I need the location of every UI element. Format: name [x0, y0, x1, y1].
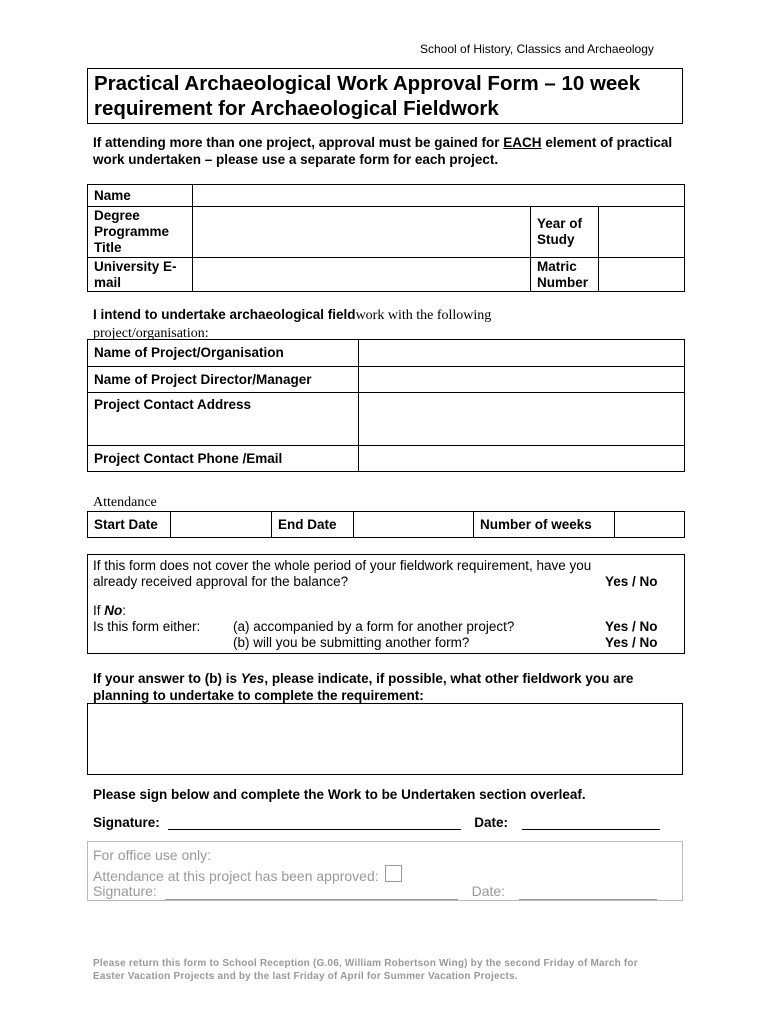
end-date-label: End Date [272, 512, 354, 538]
project-table [87, 339, 685, 472]
option-b-yes-no[interactable]: Yes / No [605, 635, 658, 650]
signature-line[interactable] [168, 815, 461, 830]
end-date-field[interactable] [354, 512, 474, 538]
address-field[interactable] [359, 393, 685, 446]
email-label: University E-mail [88, 258, 193, 292]
option-a-text: (a) accompanied by a form for another project? [233, 619, 515, 634]
office-use-box [87, 841, 683, 901]
start-date-field[interactable] [171, 512, 272, 538]
name-label: Name [88, 185, 193, 207]
degree-field[interactable] [193, 207, 531, 258]
office-approved-row: Attendance at this project has been approved: [93, 865, 402, 885]
either-label: Is this form either: [93, 619, 201, 634]
intent-text: I intend to undertake archaeological fieldwork with the following project/organisation: [93, 307, 492, 341]
director-field[interactable] [359, 367, 685, 393]
name-field[interactable] [193, 185, 685, 207]
option-a-yes-no[interactable]: Yes / No [605, 619, 658, 634]
project-name-field[interactable] [359, 340, 685, 367]
attendance-table [87, 511, 685, 538]
project-name-label: Name of Project/Organisation [88, 340, 359, 367]
intro-text: If attending more than one project, approval must be gained for EACH element of practical work undertaken – please use a separate form for each project. [93, 135, 673, 167]
other-work-prompt: If your answer to (b) is Yes, please indicate, if possible, what other fieldwork you are planning to undertake to complete the requirement: [93, 671, 634, 703]
coverage-question: If this form does not cover the whole period of your fieldwork requirement, have you already received approval for the balance? [93, 558, 592, 589]
matric-label: Matric Number [531, 258, 599, 292]
matric-field[interactable] [599, 258, 685, 292]
office-signature-line[interactable] [165, 885, 458, 900]
email-field[interactable] [193, 258, 531, 292]
footer-note: Please return this form to School Reception (G.06, William Robertson Wing) by the second Friday of March for Easter Vacation Projects and by the last Friday of April for Summer Vacation Projects. [93, 958, 638, 982]
signature-row: Signature: Date: [93, 815, 660, 830]
office-date-line[interactable] [519, 885, 657, 900]
student-details-table [87, 184, 685, 292]
date-line[interactable] [522, 815, 660, 830]
other-work-field[interactable] [87, 703, 683, 775]
director-label: Name of Project Director/Manager [88, 367, 359, 393]
start-date-label: Start Date [88, 512, 171, 538]
approved-checkbox[interactable] [385, 865, 402, 882]
office-heading: For office use only: [93, 847, 212, 863]
degree-label: Degree Programme Title [88, 207, 193, 258]
if-no-label: If No: [93, 603, 127, 618]
coverage-box [87, 554, 685, 654]
attendance-heading: Attendance [93, 495, 157, 510]
phone-field[interactable] [359, 446, 685, 472]
phone-label: Project Contact Phone /Email [88, 446, 359, 472]
year-label: Year of Study [531, 207, 599, 258]
weeks-label: Number of weeks [474, 512, 615, 538]
balance-yes-no[interactable]: Yes / No [605, 574, 658, 589]
year-field[interactable] [599, 207, 685, 258]
office-signature-row: Signature: Date: [93, 882, 657, 900]
sign-instruction: Please sign below and complete the Work to be Undertaken section overleaf. [93, 787, 586, 802]
form-title: Practical Archaeological Work Approval Form – 10 week requirement for Archaeological Fieldwork [87, 68, 683, 124]
address-label: Project Contact Address [88, 393, 359, 446]
option-b-text: (b) will you be submitting another form? [233, 635, 470, 650]
weeks-field[interactable] [615, 512, 685, 538]
school-header: School of History, Classics and Archaeology [420, 42, 654, 56]
